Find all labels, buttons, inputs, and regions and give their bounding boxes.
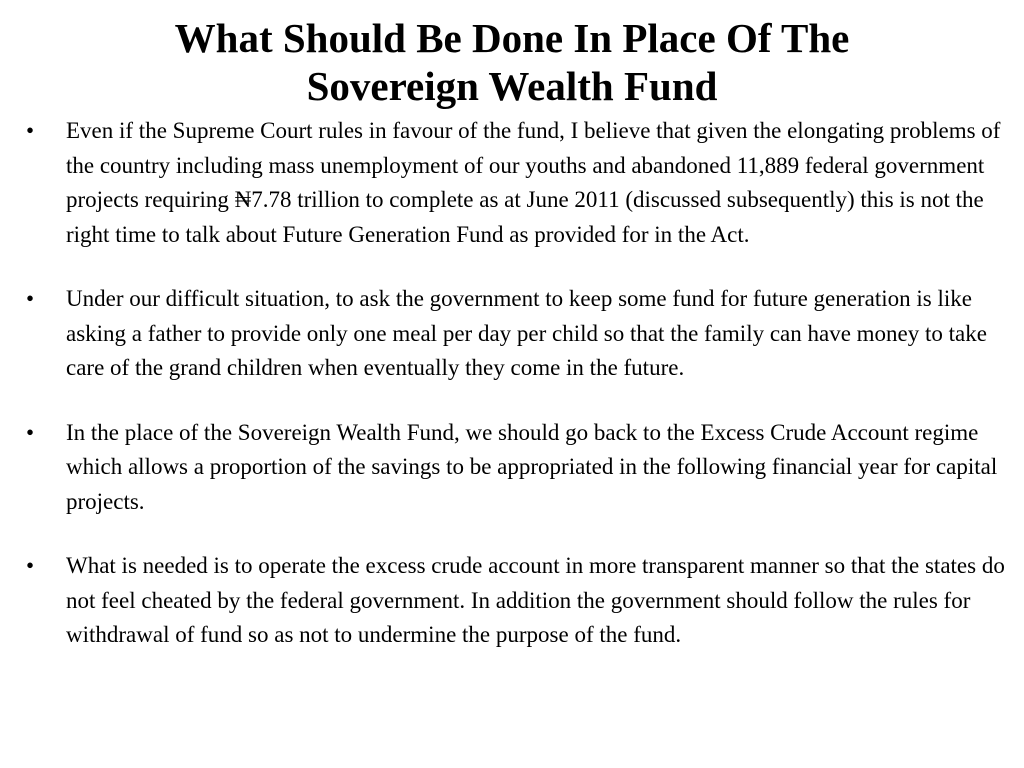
slide-title-line-2: Sovereign Wealth Fund <box>306 63 718 109</box>
slide-title <box>0 14 1024 110</box>
bullet-marker: • <box>26 553 35 578</box>
bullet-text: Under our difficult situation, to ask the government to keep some fund for future generation is like asking a father to provide only one meal per day per child so that the family can have money to take care of the grand children when eventually they come in the future. <box>66 286 987 380</box>
bullet-marker: • <box>26 118 35 143</box>
bullet-item <box>0 549 1024 653</box>
bullet-item <box>0 282 1024 386</box>
slide-title-line-1: What Should Be Done In Place Of The <box>174 15 850 61</box>
bullet-text: In the place of the Sovereign Wealth Fund, we should go back to the Excess Crude Account regime which allows a proportion of the savings to be appropriated in the following financial year for capital projects. <box>66 419 998 514</box>
bullet-item <box>0 114 1024 252</box>
bullet-item <box>0 416 1024 520</box>
bullet-text: What is needed is to operate the excess crude account in more transparent manner so that the states do not feel cheated by the federal government. In addition the government should follow the rules for withdrawal of fund so as not to undermine the purpose of the fund. <box>66 553 1005 647</box>
bullet-marker: • <box>26 286 35 311</box>
bullet-marker: • <box>26 419 35 445</box>
bullet-text: Even if the Supreme Court rules in favour of the fund, I believe that given the elongating problems of the country including mass unemployment of our youths and abandoned 11,889 federal government projects requiring ₦7.78 trillion to complete as at June 2011 (discussed subsequently) this is not the right time to talk about Future Generation Fund as provided for in the Act. <box>66 118 1001 247</box>
bullet-list <box>0 114 1024 683</box>
